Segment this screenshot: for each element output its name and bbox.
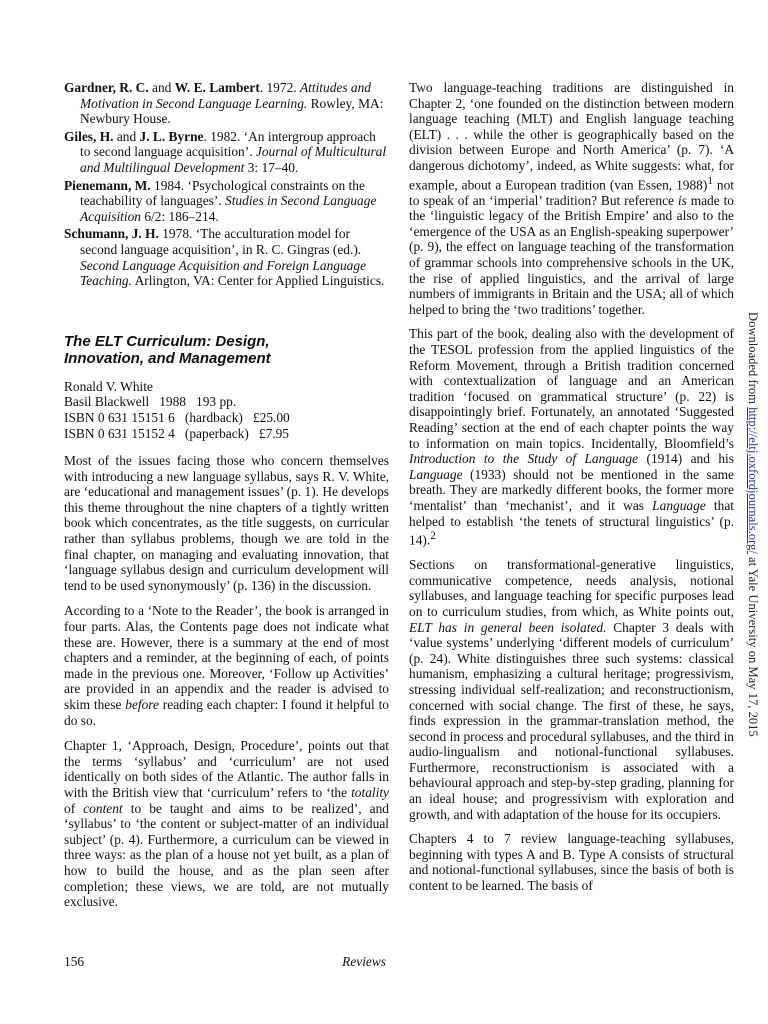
reference-author: Giles, H.: [64, 128, 114, 144]
journal-link[interactable]: http://eltj.oxfordjournals.org/: [746, 407, 760, 554]
text-span: Chapter 1, ‘Approach, Design, Procedure’, points out that the terms ‘syllabus’ and ‘curriculum’ are not used identically on both sides of the Atlantic. The author falls in with the British view that ‘curriculum’ refers to ‘the: [64, 738, 389, 800]
footnote-marker: 2: [430, 530, 436, 543]
body-paragraph: [64, 603, 389, 728]
emphasis: content: [83, 800, 123, 816]
body-paragraph: [64, 738, 389, 910]
reference-item: [64, 80, 389, 127]
download-notice-text: [744, 312, 762, 737]
text-span: Chapter 3 deals with ‘value systems’ underlying ‘different models of curriculum’ (p. 24). White distinguishes three such systems: classical humanism, emphasizing a cultural heritage; progressivism, stressing individual self-realization; and reconstructionism, concerned with social change. The first of these, he says, finds expression in the grammar-translation method, the second in process and procedural syllabuses, and the third in audio-lingualism and notional-functional syllabuses. Furthermore, reconstructionism is associated with a behavioural approach and step-by-step grading, planning for an ideal house; and progressivism with exploration and growth, and with adaptation of the house for its occupiers.: [409, 619, 734, 822]
text-span: of: [64, 800, 84, 816]
footnote-marker: 1: [707, 174, 713, 187]
reference-title: Attitudes and Motivation in Second Language Learning.: [80, 80, 371, 111]
download-notice: [744, 312, 762, 737]
body-paragraph: [409, 80, 734, 317]
reference-author: Pienemann, M.: [64, 177, 151, 193]
reference-text: Arlington, VA: Center for Applied Linguistics.: [131, 273, 385, 289]
book-isbn: ISBN 0 631 15151 6 (hardback) £25.00: [64, 409, 290, 425]
text-span: (1933) should not be mentioned in the same breath. They are markedly different books, the former more ‘mentalist’ than ‘mechanist’, and it was: [409, 466, 734, 513]
reference-text: Rowley, MA: Newbury House.: [80, 95, 384, 127]
reference-text: and: [113, 128, 140, 144]
reference-text: ‘The acculturation model for second language acquisition’, in R. C. Gingras (ed.).: [80, 226, 362, 257]
emphasis: ELT has in general been isolated.: [409, 619, 607, 635]
reference-year: 1984.: [150, 177, 188, 193]
reference-item: [64, 129, 389, 176]
review-title-line: Innovation, and Management: [64, 349, 271, 367]
review-title: [64, 333, 389, 367]
reference-title: Studies in Second Language Acquisition: [80, 193, 377, 224]
book-publisher: Basil Blackwell 1988 193 pp.: [64, 394, 237, 410]
reference-item: [64, 178, 389, 225]
reference-author: Gardner, R. C.: [64, 80, 149, 95]
reference-text: ‘Psychological constraints on the teachability of languages’.: [80, 177, 365, 209]
book-isbn: ISBN 0 631 15152 4 (paperback) £7.95: [64, 425, 289, 441]
reference-title: Second Language Acquisition and Foreign Language Teaching.: [80, 257, 367, 289]
review-title-line: The ELT Curriculum: Design,: [64, 332, 270, 350]
emphasis: Language: [409, 466, 463, 482]
reference-year: 1978.: [158, 226, 196, 242]
text-span: reading each chapter: I found it helpful to do so.: [64, 697, 389, 728]
text-span: to be taught and aims to be realized’, and ‘syllabus’ to ‘the content or subject-matter of an individual subject’ (p. 4). Furthermore, a curriculum can be viewed in three ways: as the plan of a house not yet built, as a plan of how to build the house, and as the plan seen after completion; these views, we are told, are not mutually exclusive.: [64, 800, 389, 910]
right-column: [409, 80, 734, 903]
emphasis: is: [677, 192, 687, 208]
notice-suffix: at Yale University on May 17, 2015: [746, 553, 760, 737]
text-span: that helped to establish ‘the tenets of structural linguistics’ (p. 14).: [409, 497, 734, 548]
notice-prefix: Downloaded from: [746, 312, 760, 408]
running-head: Reviews: [342, 954, 386, 969]
body-paragraph: [409, 557, 734, 822]
reference-year: . 1982.: [203, 128, 244, 144]
book-author: Ronald V. White: [64, 378, 153, 394]
emphasis: Language: [652, 497, 706, 513]
reference-item: [64, 226, 389, 288]
book-info: [64, 379, 389, 441]
emphasis: totality: [351, 784, 389, 800]
text-span: According to a ‘Note to the Reader’, the book is arranged in four parts. Alas, the Contents page does not indicate what these are. However, there is a summary at the end of most chapters and a reminder, at the beginning of each, of points made in the previous one. Moreover, ‘Follow up Activities’ are provided in an appendix and the reader is advised to skim these: [64, 603, 389, 712]
text-span: Two language-teaching traditions are distinguished in Chapter 2, ‘one founded on the distinction between modern language teaching (MLT) and English language teaching (ELT) . . . while the other is geographically based on the division between Europe and North America’ (p. 7). ‘A dangerous dichotomy’, indeed, as White suggests: what, for example, about a European tradition (van Essen, 1988): [409, 80, 734, 193]
reference-list: [64, 80, 389, 289]
reference-text: and: [148, 80, 175, 95]
text-span: Sections on transformational-generative linguistics, communicative competence, needs analysis, notional syllabuses, and language teaching for specific purposes lead on to curriculum studies, from which, as White points out,: [409, 557, 734, 619]
reference-author: Schumann, J. H.: [64, 226, 159, 242]
left-column: [64, 80, 389, 920]
page-number: 156: [64, 954, 85, 969]
section-spacer: [64, 291, 389, 333]
body-paragraph: [409, 326, 734, 548]
reference-text: ‘An intergroup approach to second language acquisition’.: [80, 128, 376, 160]
text-span: not to speak of an ‘imperial’ tradition? But reference: [409, 177, 734, 208]
emphasis: Introduction to the Study of Language: [409, 451, 639, 467]
reference-text: 3: 17–40.: [244, 159, 299, 175]
text-span: (1914) and his: [638, 451, 734, 467]
text-span: This part of the book, dealing also with the development of the TESOL profession from the applied linguistics of the Reform Movement, through a British tradition concerned with contextualization of language and an American tradition ‘focused on grammatical structure’ (p. 22) is disappointingly brief. Fortunately, an annotated ‘Suggested Reading’ section at the end of each chapter points the way to information on main topics. Incidentally, Bloomfield’s: [409, 326, 734, 451]
text-span: made to the ‘linguistic legacy of the British Empire’ and also to the ‘emergence of the USA as an English-speaking superpower’ (p. 9), the effect on language teaching of the transformation of grammar schools into comprehensive schools in the UK, the rise of applied linguistics, and the arrival of large numbers of immigrants in Britain and the USA; all of which helped to bring the ‘two traditions’ together.: [409, 192, 734, 317]
reference-text: 6/2: 186–214.: [141, 208, 219, 224]
body-paragraph: Most of the issues facing those who concern themselves with introducing a new language syllabus, says R. V. White, are ‘educational and management issues’ (p. 1). He develops this theme throughout the nine chapters of a tightly written book which concentrates, as the title suggests, on curricular rather than syllabus problems, though we are told in the final chapter, on managing and evaluating innovation, that ‘language syllabus design and curriculum development will tend to be used synonymously’ (p. 136) in the discussion.: [64, 453, 389, 593]
reference-author: W. E. Lambert: [174, 80, 260, 95]
body-paragraph: Chapters 4 to 7 review language-teaching syllabuses, beginning with types A and B. Type A consists of structural and notional-functional syllabuses, since the basis of both is content to be learned. The basis of: [409, 831, 734, 894]
reference-title: Journal of Multicultural and Multilingual Development: [80, 144, 387, 175]
reference-author: J. L. Byrne: [139, 128, 204, 144]
reference-year: . 1972.: [259, 80, 300, 95]
emphasis: before: [125, 697, 159, 712]
